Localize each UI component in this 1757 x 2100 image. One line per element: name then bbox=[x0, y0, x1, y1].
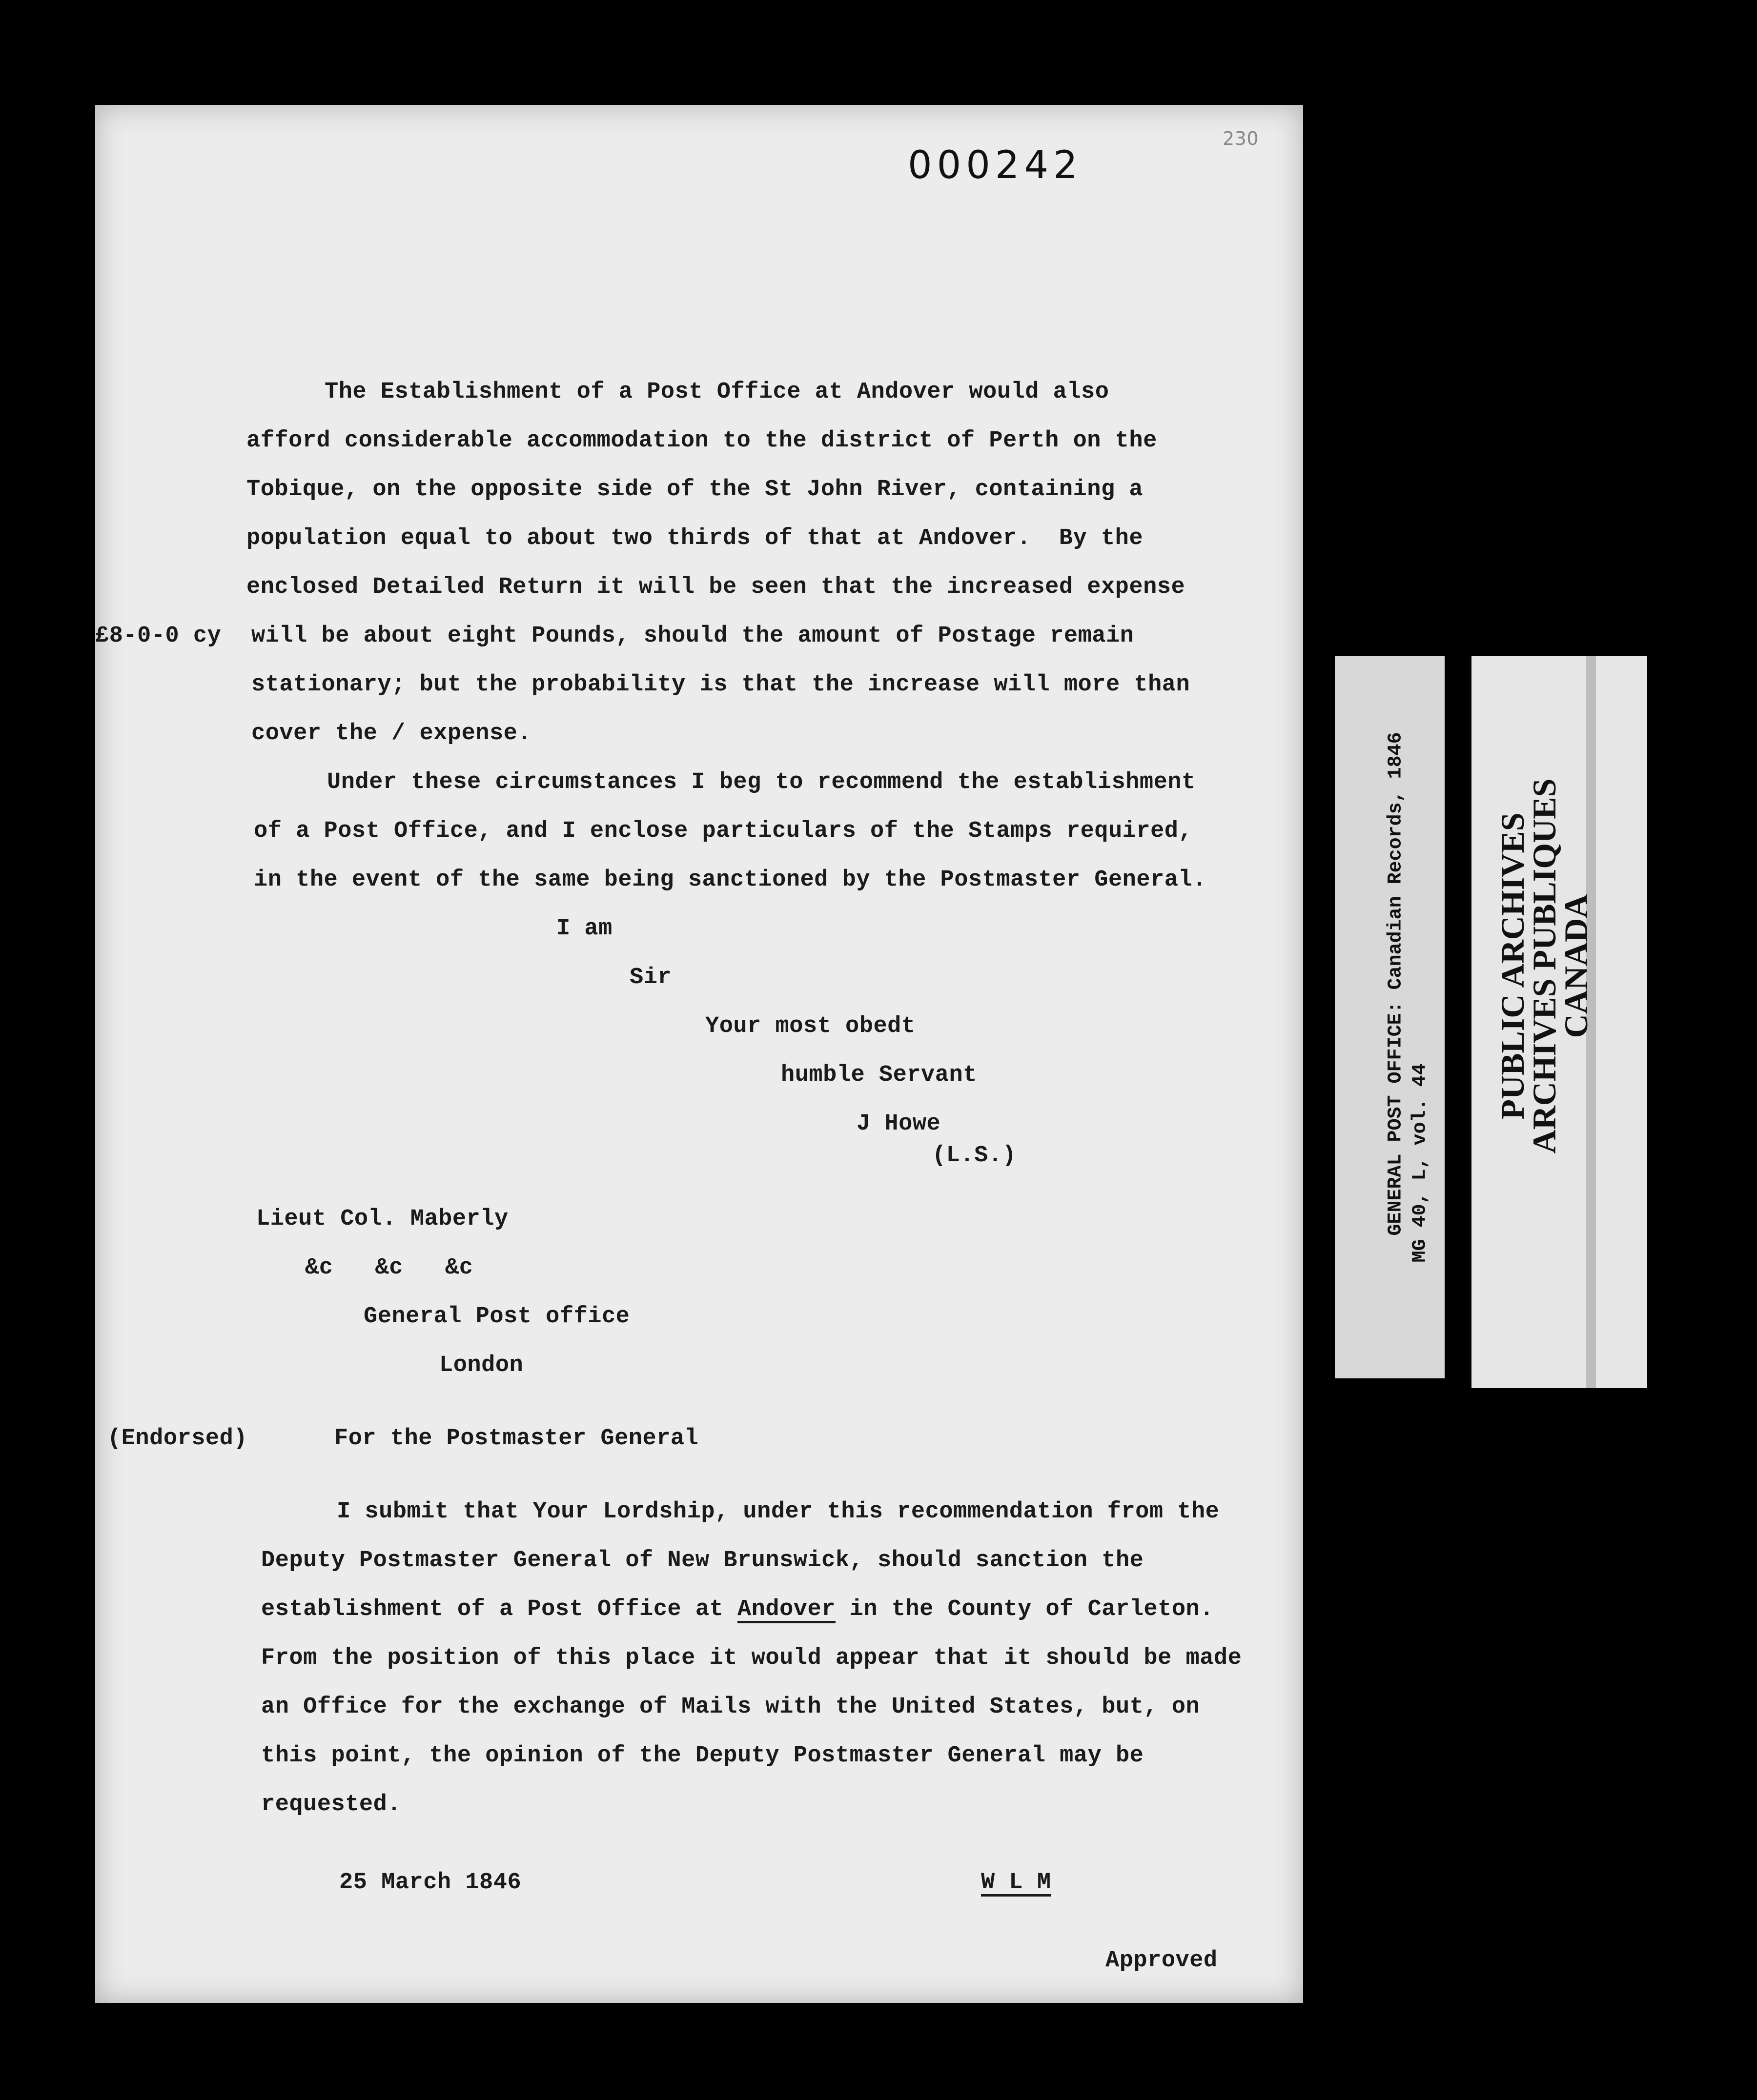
endorsement-label: (Endorsed) bbox=[107, 1426, 248, 1452]
andover-underlined: Andover bbox=[737, 1596, 836, 1622]
endorsement-initials: W L M bbox=[981, 1870, 1051, 1896]
paragraph1-line: population equal to about two thirds of that at Andover. By the bbox=[246, 525, 1144, 551]
paragraph1-line: enclosed Detailed Return it will be seen that the increased expense bbox=[246, 574, 1185, 600]
pencil-number: 230 bbox=[1223, 128, 1259, 149]
paragraph1-line: cover the / expense. bbox=[251, 721, 532, 747]
paragraph1-line: afford considerable accommodation to the district of Perth on the bbox=[246, 428, 1157, 454]
archive-country: CANADA bbox=[1557, 894, 1594, 1038]
seal-mark: (L.S.) bbox=[932, 1143, 1017, 1169]
paragraph1-line: The Establishment of a Post Office at Andover would also bbox=[325, 379, 1109, 405]
endorsement-line: I submit that Your Lordship, under this recommendation from the bbox=[337, 1499, 1220, 1525]
archive-record-line: GENERAL POST OFFICE: Canadian Records, 1846 bbox=[1385, 732, 1407, 1236]
paragraph1-line: stationary; but the probability is that the increase will more than bbox=[251, 672, 1190, 698]
closing-obedient: Your most obedt bbox=[705, 1013, 916, 1039]
margin-note: £8-0-0 cy bbox=[95, 623, 222, 649]
endorsement-date: 25 March 1846 bbox=[339, 1870, 522, 1896]
endorsement-line: this point, the opinion of the Deputy Postmaster General may be bbox=[261, 1743, 1144, 1769]
paragraph1-line: Tobique, on the opposite side of the St John River, containing a bbox=[246, 477, 1144, 503]
closing-sir: Sir bbox=[630, 965, 672, 990]
endorsement-line: Deputy Postmaster General of New Brunswick, should sanction the bbox=[261, 1548, 1144, 1574]
endorsement-line: requested. bbox=[261, 1792, 402, 1817]
endorsement-line: From the position of this place it would appear that it should be made bbox=[261, 1645, 1242, 1671]
endorsement-line: an Office for the exchange of Mails with the United States, but, on bbox=[261, 1694, 1200, 1720]
addressee-office: General Post office bbox=[364, 1304, 630, 1330]
paragraph1-line: will be about eight Pounds, should the amount of Postage remain bbox=[251, 623, 1134, 649]
endorsement-heading: For the Postmaster General bbox=[334, 1426, 699, 1452]
approved-note: Approved bbox=[1105, 1948, 1218, 1974]
archive-name-fr: ARCHIVES PUBLIQUES bbox=[1526, 778, 1563, 1154]
closing-servant: humble Servant bbox=[781, 1062, 977, 1088]
addressee-city: London bbox=[439, 1353, 524, 1378]
paragraph2-line: Under these circumstances I beg to recommend the establishment bbox=[327, 769, 1196, 795]
page-number: 000242 bbox=[908, 143, 1083, 187]
endorsement-line: establishment of a Post Office at Andover in the County of Carleton. bbox=[261, 1596, 1214, 1622]
addressee-etc: &c &c &c bbox=[305, 1255, 473, 1281]
paragraph2-line: in the event of the same being sanctioned by the Postmaster General. bbox=[254, 867, 1206, 893]
closing-i-am: I am bbox=[556, 916, 613, 942]
document-page bbox=[95, 105, 1303, 2003]
archive-name-en: PUBLIC ARCHIVES bbox=[1494, 812, 1531, 1120]
signature: J Howe bbox=[857, 1111, 941, 1137]
addressee-name: Lieut Col. Maberly bbox=[256, 1206, 509, 1232]
paragraph2-line: of a Post Office, and I enclose particulars of the Stamps required, bbox=[254, 818, 1193, 844]
archive-volume-line: MG 40, L, vol. 44 bbox=[1409, 1063, 1431, 1263]
